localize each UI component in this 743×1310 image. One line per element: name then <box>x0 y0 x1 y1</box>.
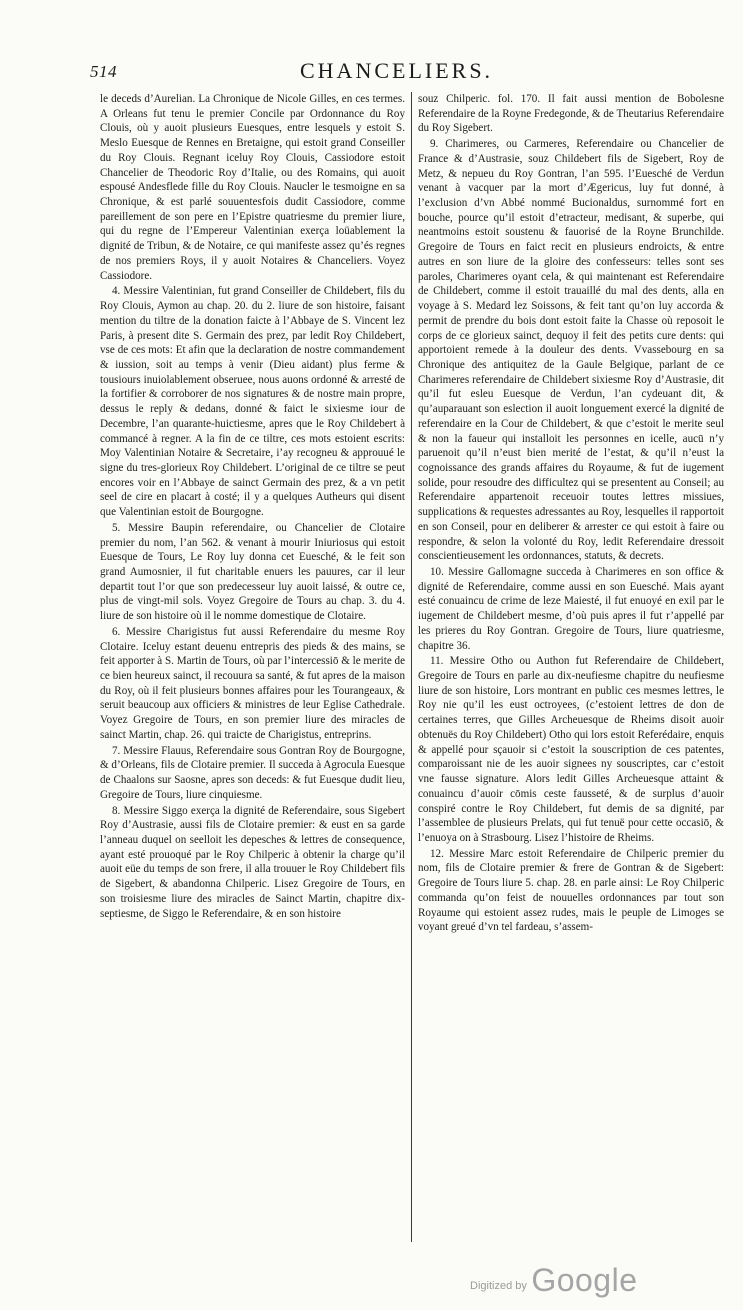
paragraph: 6. Messire Charigistus fut aussi Referendaire du mesme Roy Clotaire. Iceluy estant deuenu entrepris des pieds & des mains, se feit apporter à S. Martin de Tours, où par l’intercessiō & le merite de ce bien heureux sainct, il recouura sa santé, & fut apres de la maison du Roy, où il feit plusieurs bonnes affaires pour les Tourangeaux, & seruit beaucoup aux officiers & ministres de leur Eglise Cathedrale. Voyez Gregoire de Tours, en son premier liure des miracles de sainct Martin, chap. 26. qui traicte de Charigistus, entreprins. <box>100 625 405 741</box>
paragraph: 10. Messire Gallomagne succeda à Charimeres en son office & dignité de Referendaire, comme aussi en son Euesché. Mais ayant esté conuaincu de crime de leze Maiesté, il fut enuoyé en exil par le iugement de Childebert mesme, d’où puis apres il fut r’appellé par les prieres du Roy Gontran. Gregoire de Tours, liure quatriesme, chapitre 36. <box>418 566 724 652</box>
left-column <box>100 92 405 921</box>
google-logo: Google <box>531 1262 638 1298</box>
paragraph: 11. Messire Otho ou Authon fut Referendaire de Childebert, Gregoire de Tours en parle au dix-neufiesme chapitre du neufiesme liure de son histoire, Lors montrant en public ces mesmes lettres, le Roy nie qu’il les eust octroyees, (c’estoient lettres de don de certaines terres, que Gilles Archeuesque de Rheims disoit auoir obtenuës du Roy Childebert) Otho qui lors estoit Referédaire, enquis & appellé pour sçauoir si c’estoit la souscription de ces patentes, comparoissant nie de les auoir signees ny souscriptes, car c’estoit vne fausse signature. Alors ledit Gilles Archeuesque attaint & conuaincu d’auoir cōmis ceste fausseté, & de surplus d’auoir conspiré contre le Roy Childebert, fut demis de sa dignité, par l’assemblee de plusieurs Prelats, qui fut tenuë pour cette occasiō, & l’enuoya on à Strasbourg. Lisez l’histoire de Rheims. <box>418 655 724 844</box>
column-divider <box>411 92 412 1242</box>
paragraph: 5. Messire Baupin referendaire, ou Chancelier de Clotaire premier du nom, l’an 562. & venant à mourir Iniuriosus qui estoit Euesque de Tours, Le Roy luy donna cet Euesché, & le feit son grand Aumosnier, il fut charitable enuers les pauures, car il leur departit tout l’or que son predecesseur luy auoit laissé, & outre ce, plus de vingt-mil sols. Voyez Gregoire de Tours au chap. 3. du 4. liure de son histoire où il le nomme domestique de Clotaire. <box>100 521 405 623</box>
watermark-prefix: Digitized by <box>470 1280 527 1292</box>
paragraph: 4. Messire Valentinian, fut grand Conseiller de Childebert, fils du Roy Clouis, Aymon au chap. 20. du 2. liure de son histoire, faisant mention du tiltre de la donation faicte à l’Abbaye de S. Vincent lez Paris, à present dite S. Germain des prez, par ledit Roy Childebert, vse de ces mots: Et afin que la declaration de nostre commandement & iussion, soit au temps à venir (Dieu aidant) plus ferme & tousiours inuiolablement obseruee, nous auons ordonné & arresté de la fortifier & corroborer de nos signatures & de nostre main propre, dessus le reply & dedans, donné & faict le sixiesme iour de Decembre, l’an quarante-huictiesme, apres que le Roy Childebert à commancé à regner. A la fin de ce tiltre, ces mots estoient escrits: Moy Valentinian Notaire & Secretaire, i’ay recogneu & approuué le signe du tres-glorieux Roy Childebert. L’original de ce tiltre se peut encores voir en l’Abbaye de sainct Germain des prez, & a vn petit seel de cire en placart à costé; il y a quelques Autheurs qui disent que Valentinian estoit de Bourgogne. <box>100 285 405 519</box>
paragraph: 12. Messire Marc estoit Referendaire de Chilperic premier du nom, fils de Clotaire premier & frere de Gontran & de Sigebert: Gregoire de Tours liure 5. chap. 28. en parle ainsi: Le Roy Chilperic commanda qu’on feist de nouuelles ordonnances par tout son Royaume qui estoient assez rudes, mais le peuple de Limoges se voyant greué d’vn tel fardeau, s’assem- <box>418 847 724 934</box>
paragraph: le deceds d’Aurelian. La Chronique de Nicole Gilles, en ces termes. A Orleans fut tenu le premier Concile par Ordonnance du Roy Clouis, où y auoit plusieurs Euesques, entre lesquels y estoit S. Meslo Euesque de Rennes en Bretaigne, qui estoit grand Conseiller du Roy Clouis. Regnant iceluy Roy Clouis, Cassiodore estoit Chancelier de Theodoric Roy d’Italie, ou des Romains, qui auoit espousé Andesflede fille du Roy Clouis. Naucler le tesmoigne en sa Chronique, & est parlé souuentesfois dudit Cassiodore, comme pareillement de son pere en l’Epistre quatriesme du premier liure, qui du regne de l’Empereur Valentinian exerça loüablement la dignité de Tribun, & de Notaire, ce qui manifeste assez qu’és regnes de nos premiers Roys, il y auoit Notaires & Chanceliers. Voyez Cassiodore. <box>100 93 405 282</box>
paragraph: souz Chilperic. fol. 170. Il fait aussi mention de Bobolesne Referendaire de la Royne Fredegonde, & de Theutarius Referendaire du Roy Sigebert. <box>418 93 724 135</box>
right-column <box>418 92 724 935</box>
paragraph: 7. Messire Flauus, Referendaire sous Gontran Roy de Bourgogne, & d’Orleans, fils de Clotaire premier. Il succeda à Agrocula Euesque de Chaalons sur Saosne, apres son deceds: & fut Euesque dudit lieu, Gregoire de Tours, liure cinquiesme. <box>100 744 405 801</box>
page-number: 514 <box>90 62 117 81</box>
paragraph: 8. Messire Siggo exerça la dignité de Referendaire, sous Sigebert Roy d’Austrasie, aussi fils de Clotaire premier: & eust en sa garde l’anneau duquel on seelloit les depesches & lettres de consequence, ayant esté prouoqué par le Roy Chilperic à obtenir la charge qu’il auoit eüe du temps de son frere, il alla trouuer le Roy Childebert fils de Sigebert, & abandonna Chilperic. Lisez Gregoire de Tours, en son troisiesme liure des miracles de Sainct Martin, chapitre dix-septiesme, de Siggo le Referendaire, & en son histoire <box>100 804 405 920</box>
google-watermark <box>470 1262 638 1299</box>
paragraph: 9. Charimeres, ou Carmeres, Referendaire ou Chancelier de France & d’Austrasie, souz Childebert fils de Sigebert, Roy de Metz, & nepueu du Roy Gontran, l’an 595. l’Euesché de Verdun venant à vacquer par la mort d’Ægericus, luy fut donné, à l’exclusion d’vn Abbé nommé Bucionaldus, surnommé fort en bouche, pource qu’il estoit d’etracteur, medisant, & superbe, qui neantmoins estoit soustenu & fauorisé de la Royne Brunchilde. Gregoire de Tours en faict recit en plusieurs endroicts, & entre autres en son liure de la gloire des confesseurs: telles sont ses paroles, Charimeres oyant cela, & qui maintenant est Referendaire de Childebert, comme il estoit trauaillé du mal des dents, alla en voyage à S. Medard lez Soissons, & feit tant qu’on luy accorda & permit de prendre du bois dont estoit faite la Chasse où reposoit le corps de ce glorieux sainct, dequoy il feit des petits cure dents: qui apportoient remede à la douleur des dents. Vvassebourg en sa Chronique des antiquitez de la Gaule Belgique, parlant de ce Charimeres referendaire de Childebert sixiesme Roy d’Austrasie, dit qu’il fut esleu Euesque de Verdun, l’an cydeuant dit, & qu’auparauant son eslection il auoit longuement exercé la dignité de referendaire en la Cour de Childebert, & que c’estoit le merite seul & non la faueur qui installoit les personnes en icelle, aucū n’y paruenoit qu’il n’eust bien merité de l’estat, & qu’il n’eust la cognoissance des grands affaires du Royaume, & fut de iugement solide, pour resoudre des difficultez qui se presentent au Conseil; au Referendaire appartenoit receuoir toutes lettres missiues, supplications & requestes adressantes au Roy, lesquelles il rapportoit en son Conseil, pour en deliberer & arrester ce qui estoit à faire ou respondre, & selon la volonté du Roy, ledit Referendaire dressoit conscientieusement les ordonnances, statuts, & decrets. <box>418 138 724 563</box>
running-title: CHANCELIERS. <box>300 58 494 83</box>
